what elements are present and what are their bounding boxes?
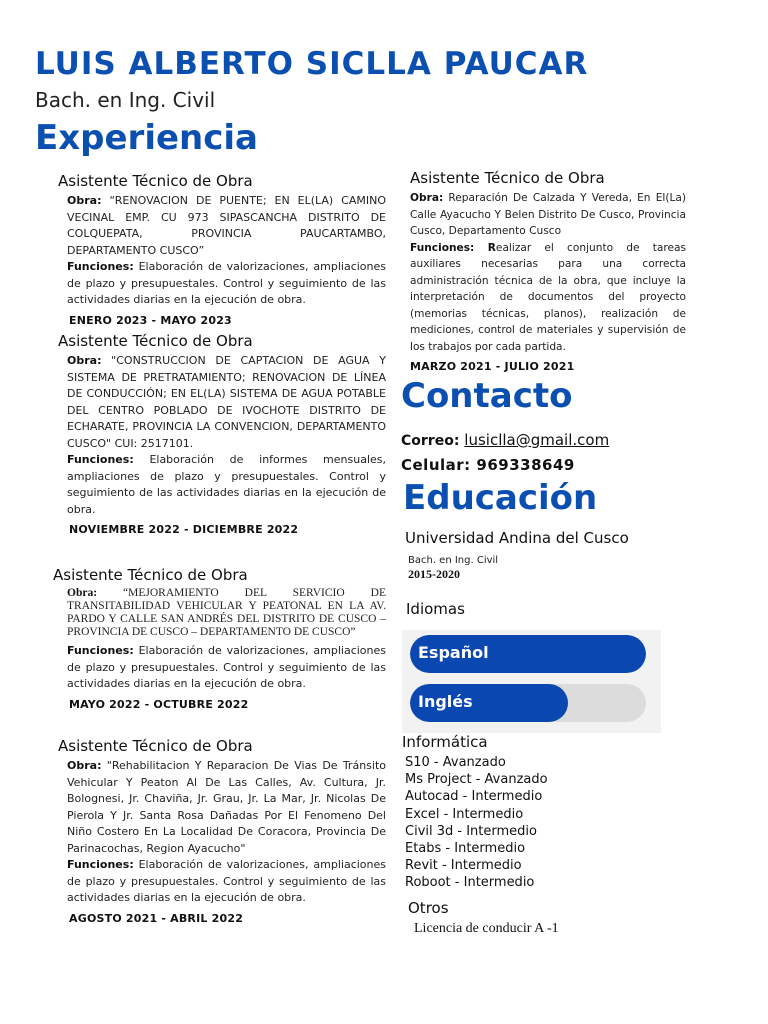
phone-number: 969338649 (476, 456, 575, 474)
email-link[interactable]: lusiclla@gmail.com (464, 431, 610, 449)
job-role: Asistente Técnico de Obra (58, 172, 253, 190)
experience-item (58, 332, 386, 536)
job-dates: AGOSTO 2021 - ABRIL 2022 (69, 911, 244, 925)
project-label: Obra: (67, 354, 102, 367)
project-label: Obra: (67, 759, 102, 772)
project-label: Obra: (67, 194, 102, 207)
job-dates: MAYO 2022 - OCTUBRE 2022 (69, 697, 249, 711)
job-project: Obra: Reparación De Calzada Y Vereda, En El(La) Calle Ayacucho Y Belen Distrito De Cusco, Provincia Cusco, Departamento Cusco (410, 192, 686, 237)
experience-heading: Experiencia (35, 118, 258, 158)
languages-heading: Idiomas (406, 600, 465, 618)
job-dates: ENERO 2023 - MAYO 2023 (69, 313, 232, 327)
job-duties: Funciones: Elaboración de valorizaciones, ampliaciones de plazo y presupuestales. Control y seguimiento de las actividades diarias en la ejecución de obra. (67, 644, 386, 690)
skill-item: Excel - Intermedio (405, 806, 524, 822)
duties-label: Funciones: (67, 858, 134, 871)
language-bar-spanish (410, 635, 646, 673)
skill-item: Ms Project - Avanzado (405, 772, 548, 788)
duties-label: Funciones: (67, 644, 134, 657)
job-role: Asistente Técnico de Obra (58, 737, 253, 755)
experience-item (53, 566, 386, 711)
job-project: Obra: "Rehabilitacion Y Reparacion De Vias De Tránsito Vehicular Y Peaton Al De Las Calles, Av. Cultura, Jr. Bolognesi, Jr. Chaviña, Jr. Grau, Jr. La Mar, Jr. Nicolas De Pierola Y Jr. Santa Rosa Dañadas Por El Fenomeno Del Niño Costero En La Localidad De Coracora, Provincia De Parinacochas, Region Ayacucho" (67, 759, 386, 855)
job-dates: NOVIEMBRE 2022 - DICIEMBRE 2022 (69, 523, 299, 536)
contact-heading: Contacto (401, 376, 573, 416)
job-duties: Funciones: Elaboración de valorizaciones, ampliaciones de plazo y presupuestales. Control y seguimiento de las actividades diarias en la ejecución de obra. (67, 858, 386, 904)
study-years: 2015-2020 (408, 567, 460, 581)
job-role: Asistente Técnico de Obra (53, 566, 248, 584)
job-duties: Funciones: Elaboración de valorizaciones, ampliaciones de plazo y presupuestales. Control y seguimiento de las actividades diarias en la ejecución de obra. (67, 260, 386, 306)
computing-list (405, 754, 548, 892)
job-project: Obra: “MEJORAMIENTO DEL SERVICIO DE TRANSITABILIDAD VEHICULAR Y PEATONAL EN LA AV. PARDO Y CALLE SAN ANDRÉS DEL DISTRITO DE CUSCO – PROVINCIA DE CUSCO – DEPARTAMENTO DE CUSCO” (67, 587, 386, 638)
languages-panel (402, 630, 661, 733)
job-dates: MARZO 2021 - JULIO 2021 (410, 360, 575, 373)
language-name: Inglés (418, 692, 473, 711)
others-heading: Otros (408, 899, 449, 917)
duties-label: Funciones: (67, 260, 134, 273)
job-role: Asistente Técnico de Obra (58, 332, 253, 350)
job-role: Asistente Técnico de Obra (410, 169, 605, 187)
phone-row (401, 456, 575, 474)
language-name: Español (418, 643, 489, 662)
person-name: LUIS ALBERTO SICLLA PAUCAR (35, 46, 589, 82)
education-heading: Educación (403, 478, 598, 518)
job-duties: Funciones: Elaboración de informes mensuales, ampliaciones de plazo y presupuestales. Control y seguimiento de las actividades diarias en la ejecución de obra. (67, 453, 386, 516)
phone-label: Celular: (401, 456, 477, 474)
experience-item (410, 169, 686, 373)
skill-item: Roboot - Intermedio (405, 875, 535, 891)
skill-item: Civil 3d - Intermedio (405, 823, 537, 839)
duties-label: Funciones: R (410, 241, 496, 254)
person-title: Bach. en Ing. Civil (35, 88, 216, 112)
language-bar-english (410, 684, 646, 722)
skill-item: Etabs - Intermedio (405, 841, 526, 857)
experience-item (58, 737, 386, 925)
experience-item (58, 172, 386, 327)
job-duties: Funciones: Realizar el conjunto de tareas auxiliares necesarias para una correcta administración técnica de la obra, que incluye la interpretación de documentos del proyecto (memorias técnicas, planos), realización de mediciones, control de materiales y supervisión de los trabajos por cada partida. (410, 241, 686, 353)
project-label: Obra: (410, 192, 444, 204)
skill-item: Autocad - Intermedio (405, 789, 543, 805)
email-row (401, 431, 609, 449)
skill-item: Revit - Intermedio (405, 858, 522, 874)
job-project: Obra: “RENOVACION DE PUENTE; EN EL(LA) CAMINO VECINAL EMP. CU 973 SIPASCANCHA DISTRITO DE COLQUEPATA, PROVINCIA PAUCARTAMBO, DEPARTAMENTO CUSCO” (67, 194, 386, 257)
job-project: Obra: "CONSTRUCCION DE CAPTACION DE AGUA Y SISTEMA DE PRETRATAMIENTO; RENOVACION DE LÍNEA DE CONDUCCIÓN; EN EL(LA) SISTEMA DE AGUA POTABLE DEL CENTRO POBLADO DE IVOCHOTE DISTRITO DE ECHARATE, PROVINCIA LA CONVENCION, DEPARTAMENTO CUSCO" CUI: 2517101. (67, 354, 386, 450)
computing-heading: Informática (402, 733, 488, 751)
duties-label: Funciones: (67, 453, 134, 466)
project-label: Obra: (67, 587, 98, 599)
skill-item: S10 - Avanzado (405, 755, 506, 770)
degree-name: Bach. en Ing. Civil (408, 555, 499, 566)
university-name: Universidad Andina del Cusco (405, 529, 629, 547)
email-label: Correo: (401, 433, 465, 449)
other-item: Licencia de conducir A -1 (414, 921, 559, 936)
